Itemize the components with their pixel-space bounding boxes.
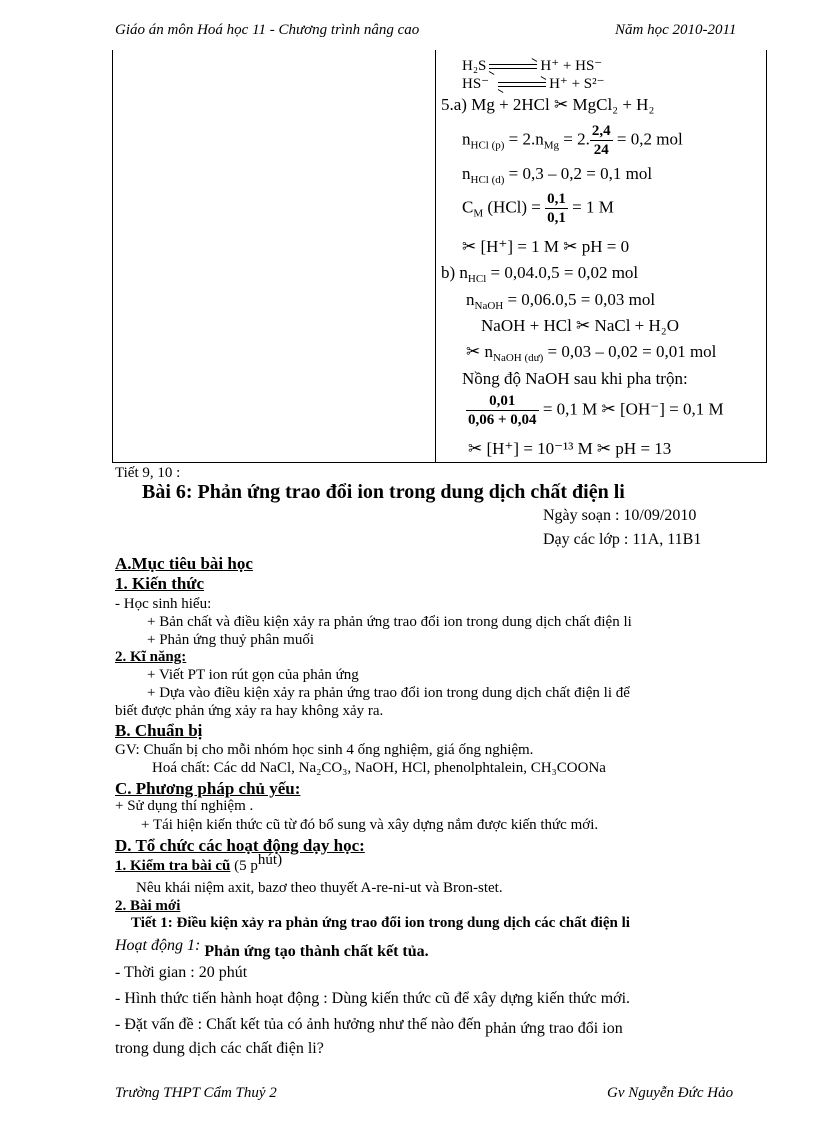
teacher-prep: GV: Chuẩn bị cho mỗi nhóm học sinh 4 ống nghiệm, giá ống nghiệm. bbox=[115, 742, 534, 758]
eq2-left: HS⁻ bbox=[462, 76, 490, 92]
line-naoh-du bbox=[466, 342, 716, 364]
text: = 0,2 mol bbox=[612, 129, 683, 149]
text: = 1 M bbox=[567, 197, 614, 217]
eq1-right: H⁺ + HS⁻ bbox=[540, 58, 603, 74]
students-understand: - Học sinh hiểu: bbox=[115, 596, 212, 612]
line-reaction: NaOH + HCl ✂ NaCl + H₂O bbox=[481, 316, 679, 335]
subscript: M bbox=[473, 207, 484, 220]
method-item: + Tái hiện kiến thức cũ từ đó bổ sung và xây dựng nắm được kiến thức mới. bbox=[141, 817, 599, 833]
header-left: Giáo án môn Hoá học 11 - Chương trình nâng cao bbox=[115, 22, 420, 38]
eq2-right: H⁺ + S²⁻ bbox=[549, 76, 605, 92]
line-cm bbox=[462, 190, 614, 227]
text: = 0,04.0,5 = 0,02 mol bbox=[486, 263, 639, 282]
fraction-numerator: 0,01 bbox=[466, 392, 539, 411]
line-5a: 5.a) Mg + 2HCl ✂ MgCl₂ + H₂ bbox=[441, 95, 655, 114]
new-lesson-heading: 2. Bài mới bbox=[115, 898, 181, 914]
method-item: + Sử dụng thí nghiệm . bbox=[115, 798, 254, 814]
time-text: hút) bbox=[257, 852, 283, 868]
n-symbol: n bbox=[462, 129, 471, 149]
equilibrium-arrow-icon bbox=[498, 80, 546, 90]
fraction-numerator: 0,1 bbox=[547, 191, 566, 207]
footer-right: Gv Nguyễn Đức Hảo bbox=[607, 1085, 734, 1101]
text: = 2. bbox=[559, 129, 590, 149]
knowledge-item: + Bản chất và điều kiện xảy ra phản ứng trao đổi ion trong dung dịch chất điện li bbox=[147, 614, 632, 630]
section-a-heading: A.Mục tiêu bài học bbox=[115, 554, 253, 573]
fraction-1 bbox=[590, 122, 613, 159]
skill-item-cont: biết được phản ứng xảy ra hay không xảy ra. bbox=[115, 703, 384, 719]
section-1-heading: 1. Kiến thức bbox=[115, 574, 205, 593]
header-right: Năm học 2010-2011 bbox=[615, 22, 737, 38]
activity-issue bbox=[115, 1016, 623, 1037]
subscript: Mg bbox=[543, 139, 560, 152]
activity-form: - Hình thức tiến hành hoạt động : Dùng kiến thức cũ để xây dựng kiến thức mới. bbox=[115, 990, 631, 1007]
issue-text: phản ứng trao đổi ion bbox=[481, 1020, 623, 1037]
chemicals: Hoá chất: Các dd NaCl, Na₂CO₃, NaOH, HCl, phenolphtalein, CH₃COONa bbox=[152, 760, 606, 776]
fraction-2 bbox=[545, 190, 568, 227]
section-c-heading: C. Phương pháp chủ yếu: bbox=[115, 779, 301, 798]
text: b) n bbox=[441, 263, 468, 282]
line-h-ph0: ✂ [H⁺] = 1 M ✂ pH = 0 bbox=[462, 237, 630, 256]
knowledge-item: + Phản ứng thuỷ phân muối bbox=[147, 632, 314, 648]
activity-issue-cont: trong dung dịch các chất điện li? bbox=[115, 1040, 324, 1057]
subscript: HCl bbox=[467, 273, 487, 285]
fraction-denominator: 24 bbox=[593, 142, 609, 158]
line-nhcl-p bbox=[462, 122, 683, 159]
text: = 0,1 M ✂ [OH⁻] = 0,1 M bbox=[538, 399, 724, 419]
old-lesson-check bbox=[115, 852, 283, 875]
line-concentration: Nồng độ NaOH sau khi pha trộn: bbox=[462, 369, 688, 388]
activity-time: - Thời gian : 20 phút bbox=[115, 964, 248, 981]
subscript: NaOH (dư) bbox=[493, 352, 544, 364]
old-lesson-label: 1. Kiểm tra bài cũ bbox=[115, 858, 231, 874]
section-2-heading: 2. Kĩ năng: bbox=[115, 649, 187, 665]
subscript: HCl (d) bbox=[470, 174, 505, 186]
subscript: NaOH bbox=[474, 300, 504, 312]
n-symbol: n bbox=[462, 164, 471, 183]
line-oh bbox=[466, 392, 724, 429]
period-1-title: Tiết 1: Điều kiện xảy ra phản ứng trao đổi ion trong dung dịch các chất điện li bbox=[131, 915, 630, 931]
fraction-numerator: 2,4 bbox=[591, 123, 611, 139]
text: = 0,3 – 0,2 = 0,1 mol bbox=[504, 164, 653, 183]
activity-title: Phản ứng tạo thành chất kết tủa. bbox=[200, 943, 429, 960]
text: = 0,06.0,5 = 0,03 mol bbox=[503, 290, 656, 309]
text: ✂ n bbox=[466, 342, 493, 361]
equation-h2s bbox=[462, 56, 602, 75]
line-b bbox=[441, 263, 638, 285]
skill-item: + Viết PT ion rút gọn của phản ứng bbox=[147, 667, 359, 683]
prep-date: Ngày soạn : 10/09/2010 bbox=[543, 507, 697, 524]
old-lesson-question: Nêu khái niệm axit, bazơ theo thuyết A-re-ni-ut và Bron-stet. bbox=[136, 880, 503, 896]
line-final-ph: ✂ [H⁺] = 10⁻¹³ M ✂ pH = 13 bbox=[468, 439, 672, 458]
table-left-cell bbox=[112, 50, 436, 463]
n-symbol: n bbox=[466, 290, 475, 309]
lesson-title: Bài 6: Phản ứng trao đổi ion trong dung dịch chất điện li bbox=[142, 481, 625, 503]
eq1-left: H₂S bbox=[462, 58, 487, 74]
line-n-naoh bbox=[466, 290, 655, 312]
text: (HCl) = bbox=[483, 197, 546, 217]
equilibrium-arrow-icon bbox=[489, 62, 537, 72]
text: = 0,03 – 0,02 = 0,01 mol bbox=[543, 342, 717, 361]
footer-left: Trường THPT Cẩm Thuỷ 2 bbox=[115, 1085, 277, 1101]
issue-text: - Đặt vấn đề : Chất kết tủa có ảnh hưởng như thế nào đến bbox=[115, 1016, 482, 1033]
subscript: HCl (p) bbox=[470, 139, 505, 152]
fraction-3 bbox=[466, 392, 539, 429]
time-text: (5 p bbox=[230, 858, 258, 874]
period-label: Tiết 9, 10 : bbox=[115, 465, 181, 481]
activity-label: Hoạt động 1: bbox=[115, 937, 201, 954]
classes: Dạy các lớp : 11A, 11B1 bbox=[543, 531, 702, 548]
section-b-heading: B. Chuẩn bị bbox=[115, 721, 203, 740]
fraction-denominator: 0,06 + 0,04 bbox=[468, 412, 537, 428]
c-symbol: C bbox=[462, 197, 474, 217]
skill-item: + Dựa vào điều kiện xảy ra phản ứng trao đổi ion trong dung dịch chất điện li để bbox=[147, 685, 630, 701]
equation-hs bbox=[462, 74, 605, 93]
section-d-heading: D. Tổ chức các hoạt động dạy học: bbox=[115, 836, 365, 855]
line-nhcl-d bbox=[462, 164, 652, 186]
fraction-denominator: 0,1 bbox=[547, 210, 566, 226]
text: = 2.n bbox=[504, 129, 544, 149]
activity-1 bbox=[115, 937, 429, 960]
